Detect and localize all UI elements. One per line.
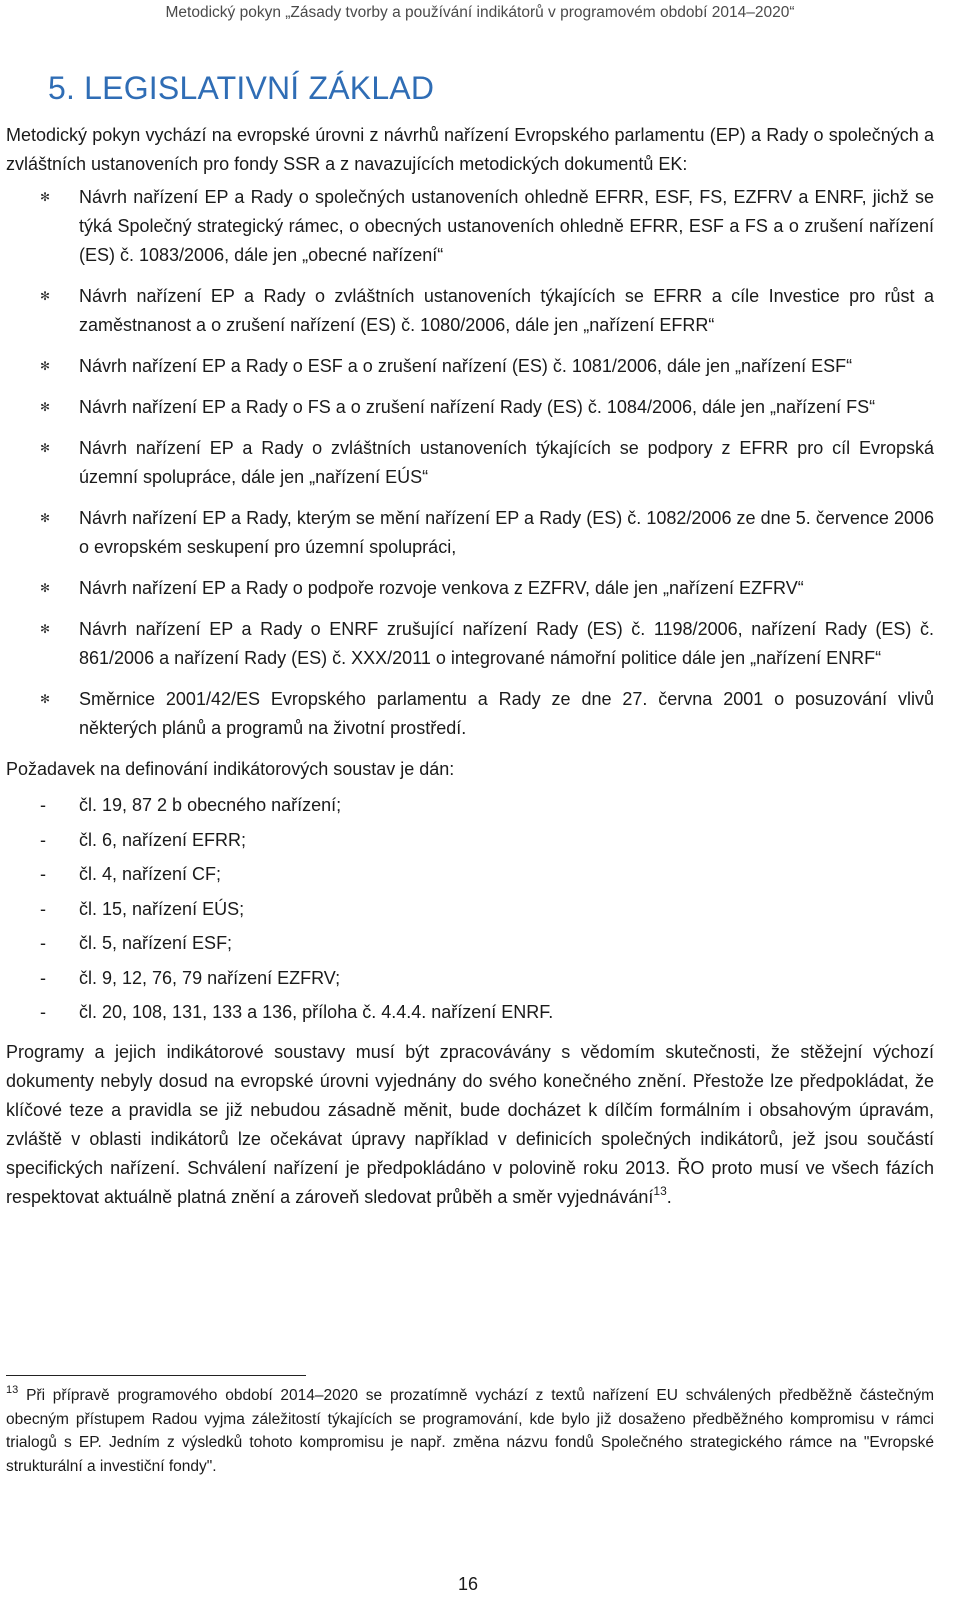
legislation-item <box>6 615 934 673</box>
asterisk-bullet-icon: ✻ <box>40 289 51 303</box>
asterisk-bullet-icon: ✻ <box>40 441 51 455</box>
legislation-item-text: Návrh nařízení EP a Rady o společných ustanoveních ohledně EFRR, ESF, FS, EZFRV a ENRF, jichž se týká Společný strategický rámec, o obecných ustanoveních ohledně EFRR, ESF a FS a o zrušení nařízení (ES) č. 1083/2006, dále jen „obecné nařízení“ <box>79 187 934 265</box>
legislation-list <box>6 183 934 743</box>
legislation-item <box>6 434 934 492</box>
dash-bullet-icon: - <box>40 967 46 988</box>
page-number: 16 <box>457 1574 479 1594</box>
intro-paragraph: Metodický pokyn vychází na evropské úrovni z návrhů nařízení Evropského parlamentu (EP) a Rady o společných a zvláštních ustanoveních pro fondy SSR a z navazujících metodických dokumentů EK: <box>6 125 934 174</box>
requirement-item <box>6 892 934 927</box>
dash-bullet-icon: - <box>40 1002 46 1022</box>
legislation-item-text: Směrnice 2001/42/ES Evropského parlamentu a Rady ze dne 27. června 2001 o posuzování vlivů některých plánů a programů na životní prostředí. <box>79 689 934 738</box>
asterisk-bullet-icon: ✻ <box>40 692 51 706</box>
closing-end: . <box>666 1186 672 1207</box>
legislation-item <box>6 574 934 603</box>
closing-paragraph <box>6 1038 934 1212</box>
requirement-item <box>6 961 934 996</box>
requirement-item <box>6 995 934 1030</box>
dash-bullet-icon: - <box>40 829 46 850</box>
legislation-item <box>6 504 934 562</box>
page-content <box>6 70 934 1212</box>
requirement-item <box>6 823 934 858</box>
legislation-item <box>6 183 934 270</box>
legislation-item-text: Návrh nařízení EP a Rady o ESF a o zrušení nařízení (ES) č. 1081/2006, dále jen „nařízení ESF“ <box>79 356 853 376</box>
legislation-item-text: Návrh nařízení EP a Rady o zvláštních ustanoveních týkajících se podpory z EFRR pro cíl Evropská územní spolupráce, dále jen „nařízení EÚS“ <box>79 438 934 487</box>
legislation-item <box>6 282 934 340</box>
asterisk-bullet-icon: ✻ <box>40 511 51 525</box>
dash-bullet-icon: - <box>40 898 46 919</box>
requirement-item <box>6 857 934 892</box>
legislation-item-text: Návrh nařízení EP a Rady, kterým se mění nařízení EP a Rady (ES) č. 1082/2006 ze dne 5. července 2006 o evropském seskupení pro územní spolupráci, <box>79 508 934 557</box>
asterisk-bullet-icon: ✻ <box>40 400 51 414</box>
footnote-reference[interactable]: 13 <box>653 1183 667 1198</box>
asterisk-bullet-icon: ✻ <box>40 622 51 636</box>
requirement-item-text: čl. 15, nařízení EÚS; <box>79 898 245 919</box>
section-title: 5. LEGISLATIVNÍ ZÁKLAD <box>48 70 435 106</box>
legislation-item-text: Návrh nařízení EP a Rady o FS a o zrušení nařízení Rady (ES) č. 1084/2006, dále jen „nařízení FS“ <box>79 397 876 417</box>
asterisk-bullet-icon: ✻ <box>40 359 51 373</box>
requirement-intro: Požadavek na definování indikátorových soustav je dán: <box>6 759 455 779</box>
legislation-item <box>6 393 934 422</box>
dash-bullet-icon: - <box>40 795 46 815</box>
footnote-text: Při přípravě programového období 2014–2020 se prozatímně vychází z textů nařízení EU schválených předběžně částečným obecným přístupem Radou vyjma záležitostí týkajících se programování, kde bylo již dosaženo předběžného kompromisu v rámci trialogů s EP. Jedním z výsledků tohoto kompromisu je např. změna názvu fondů Společného strategického rámce na "Evropské strukturální a investiční fondy". <box>6 1387 934 1475</box>
requirement-item-text: čl. 20, 108, 131, 133 a 136, příloha č. 4.4.4. nařízení ENRF. <box>79 1002 554 1022</box>
legislation-item-text: Návrh nařízení EP a Rady o ENRF zrušující nařízení Rady (ES) č. 1198/2006, nařízení Rady (ES) č. 861/2006 a nařízení Rady (ES) č. XXX/2011 o integrované námořní politice dále jen „nařízení ENRF“ <box>79 619 934 668</box>
asterisk-bullet-icon: ✻ <box>40 581 51 595</box>
dash-bullet-icon: - <box>40 933 46 953</box>
requirement-item-text: čl. 5, nařízení ESF; <box>79 933 233 953</box>
requirement-item-text: čl. 9, 12, 76, 79 nařízení EZFRV; <box>79 967 341 988</box>
requirement-item-text: čl. 6, nařízení EFRR; <box>79 829 247 850</box>
legislation-item-text: Návrh nařízení EP a Rady o podpoře rozvoje venkova z EZFRV, dále jen „nařízení EZFRV“ <box>79 578 804 598</box>
requirement-item <box>6 926 934 961</box>
legislation-item-text: Návrh nařízení EP a Rady o zvláštních ustanoveních týkajících se EFRR a cíle Investice pro růst a zaměstnanost a o zrušení nařízení (ES) č. 1080/2006, dále jen „nařízení EFRR“ <box>79 286 934 335</box>
requirement-item-text: čl. 4, nařízení CF; <box>79 864 222 884</box>
requirement-item-text: čl. 19, 87 2 b obecného nařízení; <box>79 795 342 815</box>
footnote <box>6 1384 934 1478</box>
requirement-list <box>6 788 934 1030</box>
legislation-item <box>6 685 934 743</box>
asterisk-bullet-icon: ✻ <box>40 190 51 204</box>
closing-text: Programy a jejich indikátorové soustavy musí být zpracovávány s vědomím skutečnosti, že stěžejní výchozí dokumenty nebyly dosud na evropské úrovni vyjednány do svého konečného znění. Přestože lze předpokládat, že klíčové teze a pravidla se již nebudou zásadně měnit, bude docházet k dílčím formálním i obsahovým úpravám, zvláště v oblasti indikátorů lze očekávat úpravy například v definicích společných indikátorů, jež jsou součástí specifických nařízení. Schválení nařízení je předpokládáno v polovině roku 2013. ŘO proto musí ve všech fázích respektovat aktuálně platná znění a zároveň sledovat průběh a směr vyjednávání <box>6 1041 934 1207</box>
legislation-item <box>6 352 934 381</box>
requirement-item <box>6 788 934 823</box>
footnote-number: 13 <box>6 1384 19 1396</box>
running-header: Metodický pokyn „Zásady tvorby a používání indikátorů v programovém období 2014–2020“ <box>165 4 795 21</box>
dash-bullet-icon: - <box>40 864 46 884</box>
footnote-divider <box>6 1375 306 1376</box>
